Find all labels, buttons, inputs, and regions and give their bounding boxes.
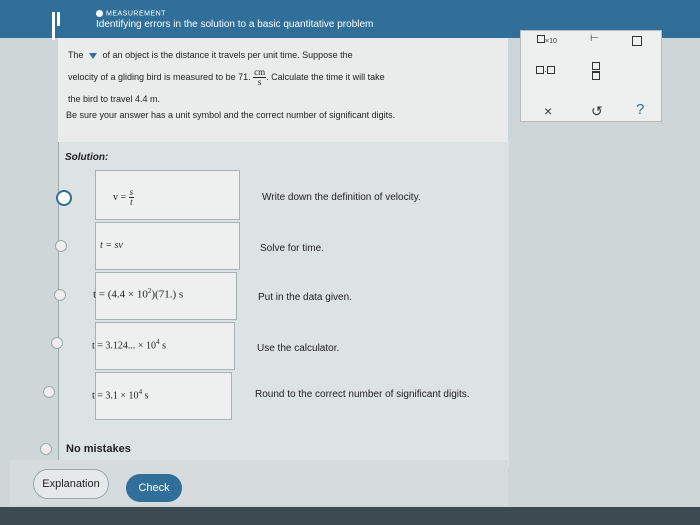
check-button[interactable]: Check xyxy=(126,474,182,502)
close-icon[interactable]: × xyxy=(544,103,553,119)
no-mistakes-label: No mistakes xyxy=(66,443,131,455)
topic-label: MEASUREMENT xyxy=(96,10,166,17)
step-3-radio[interactable] xyxy=(54,289,66,301)
question-text: The of an object is the distance it travels per unit time. Suppose the velocity of a gliding bird is measured to be 71. $\frac{cm}{s}$ . Calculate the time it will take the bird to travel 4.4 m. xyxy=(68,50,385,104)
step-5-equation: $t = 3.1 \times 10^4$ s xyxy=(92,388,149,402)
question-panel xyxy=(58,38,508,142)
menu-icon[interactable] xyxy=(52,12,66,26)
undo-icon[interactable]: ↺ xyxy=(591,103,603,119)
unit-fraction: $\frac{cm}{s}$ xyxy=(254,67,266,88)
topic-dot-icon xyxy=(96,10,103,17)
no-mistakes-radio[interactable] xyxy=(40,443,52,455)
step-1-equation: v = $\frac{s}{t}$ xyxy=(113,187,134,207)
fraction-button[interactable] xyxy=(592,62,600,81)
step-1-explanation: Write down the definition of velocity. xyxy=(262,192,421,203)
step-4-radio[interactable] xyxy=(51,337,63,349)
explanation-button[interactable]: Explanation xyxy=(33,469,109,499)
superscript-button[interactable]: ⊢ xyxy=(590,33,599,44)
step-2-equation: t = sv xyxy=(100,240,123,251)
step-1-radio[interactable] xyxy=(56,190,72,206)
times-ten-button[interactable]: ×10 xyxy=(537,35,557,45)
solution-label: Solution: xyxy=(65,152,109,163)
square-button[interactable] xyxy=(632,36,642,49)
problem-title: Identifying errors in the solution to a basic quantitative problem xyxy=(96,19,374,30)
step-3-equation: $t = (4.4 \times 10^2)(71.)$ s xyxy=(93,287,184,301)
step-3-explanation: Put in the data given. xyxy=(258,292,352,303)
step-5-radio[interactable] xyxy=(43,386,55,398)
help-icon[interactable]: ? xyxy=(636,101,645,118)
step-5-explanation: Round to the correct number of significant digits. xyxy=(255,389,470,400)
instruction-text: Be sure your answer has a unit symbol and the correct number of significant digits. xyxy=(66,110,396,120)
bottom-strip xyxy=(0,507,700,525)
term-dropdown-icon[interactable] xyxy=(89,53,97,59)
multiply-dot-button[interactable]: · xyxy=(536,66,555,76)
step-2-radio[interactable] xyxy=(55,240,67,252)
step-4-equation: t = 3.124... × $10^4$ s xyxy=(92,338,166,352)
step-4-explanation: Use the calculator. xyxy=(257,343,340,354)
step-2-explanation: Solve for time. xyxy=(260,243,324,254)
